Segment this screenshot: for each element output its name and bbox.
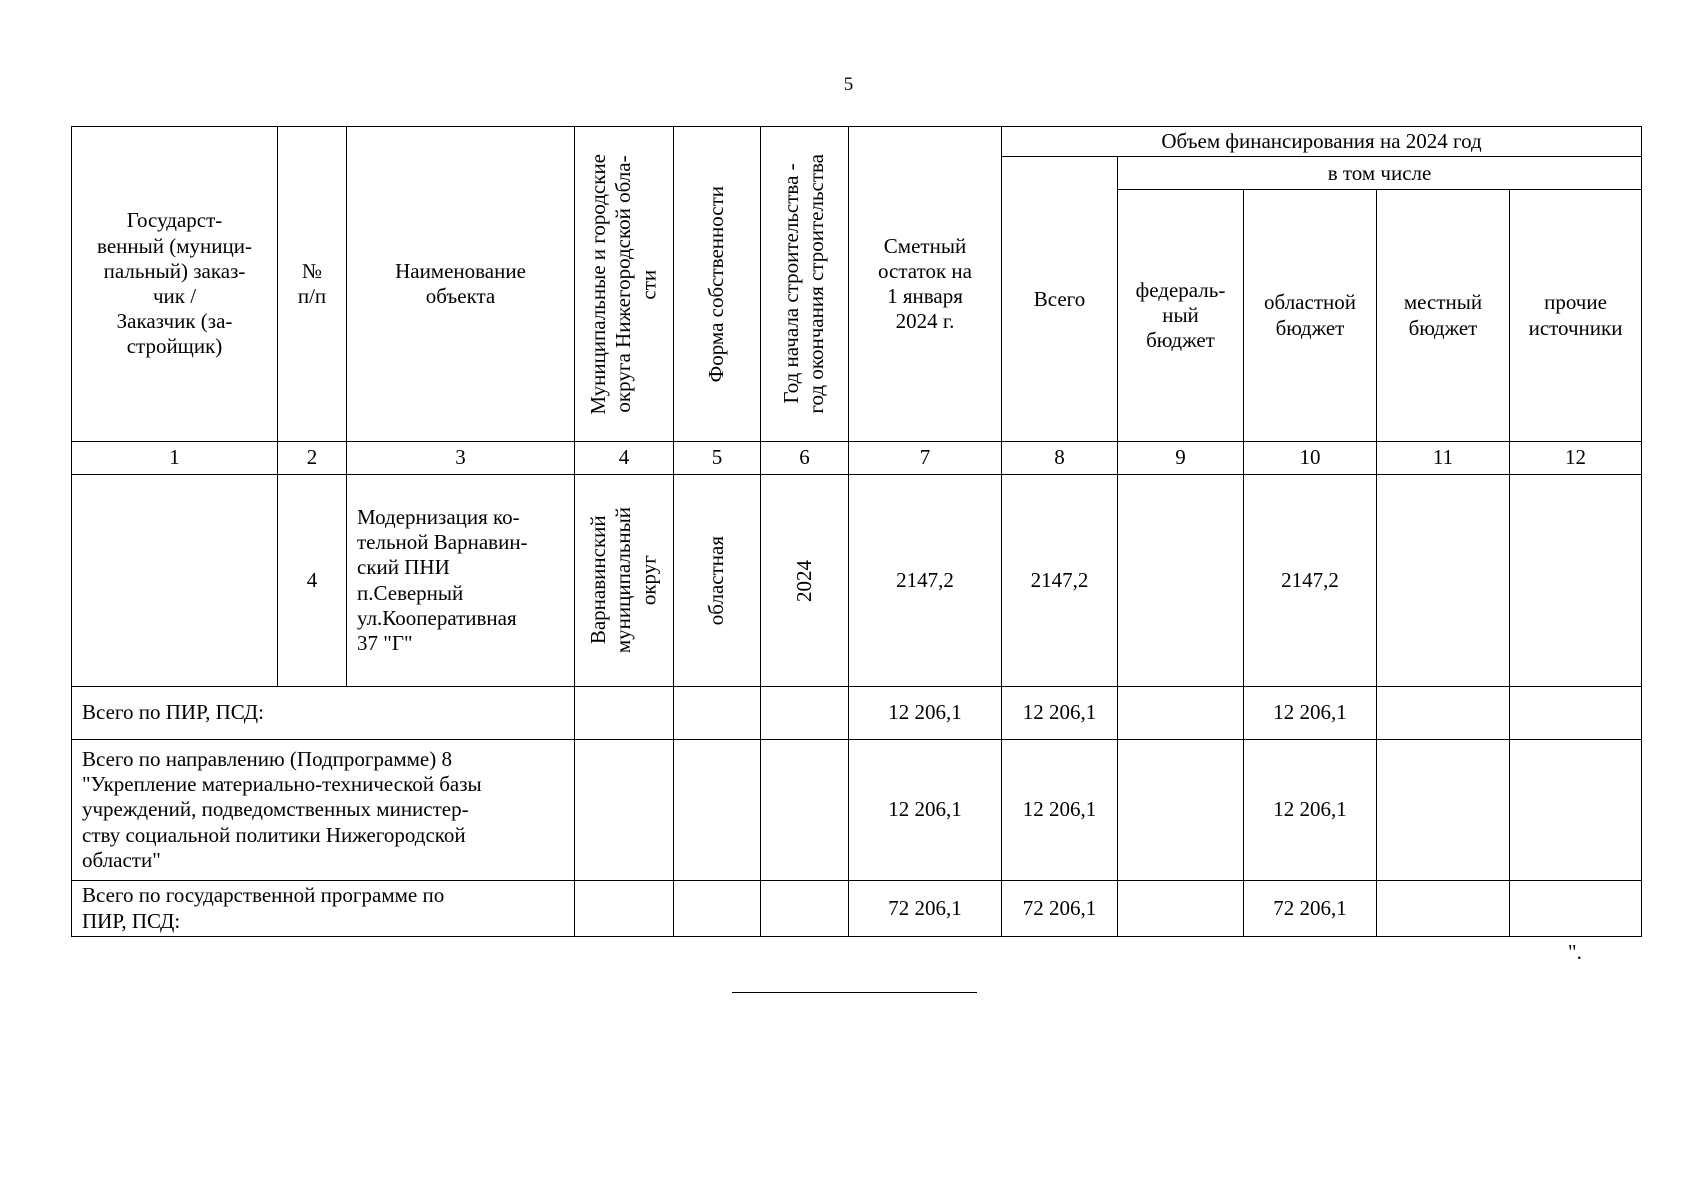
row-other [1510,475,1642,687]
summary-empty-cell [761,881,849,937]
column-number: 7 [849,442,1002,475]
row-estimated-balance: 2147,2 [849,475,1002,687]
summary-label: Всего по ПИР, ПСД: [72,687,575,740]
header-object-name: Наименование объекта [347,127,575,442]
summary-estimated-balance: 12 206,1 [849,740,1002,881]
header-local: местный бюджет [1377,190,1510,442]
summary-empty-cell [1377,687,1510,740]
summary-empty-cell [1377,740,1510,881]
row-ownership-text: областная [704,535,729,626]
funding-table [71,126,1642,937]
summary-empty-cell [575,687,674,740]
summary-empty-cell [575,740,674,881]
row-years [761,475,849,687]
page-number: 5 [843,74,854,95]
column-number: 9 [1118,442,1244,475]
column-number: 4 [575,442,674,475]
header-other: прочие источники [1510,190,1642,442]
summary-empty-cell [1118,740,1244,881]
column-numbers-row [72,442,1642,475]
row-regional: 2147,2 [1244,475,1377,687]
row-years-text: 2024 [791,559,816,602]
column-number: 5 [674,442,761,475]
summary-row-program [72,881,1642,937]
row-customer [72,475,278,687]
column-number: 8 [1002,442,1118,475]
header-federal: федераль- ный бюджет [1118,190,1244,442]
row-object-name: Модернизация ко- тельной Варнавин- ский ПНИ п.Северный ул.Кооперативная 37 "Г" [347,475,575,687]
column-number: 2 [278,442,347,475]
header-row-1 [72,127,1642,157]
summary-empty-cell [1510,687,1642,740]
header-total: Всего [1002,157,1118,442]
summary-empty-cell [674,687,761,740]
footer-divider [732,992,977,993]
header-funding-title: Объем финансирования на 2024 год [1002,127,1642,157]
summary-label: Всего по государственной программе по ПИР, ПСД: [72,881,575,937]
row-municipality [575,475,674,687]
column-number: 6 [761,442,849,475]
row-ownership [674,475,761,687]
summary-label: Всего по направлению (Подпрограмме) 8 "Укрепление материально-технической базы учреждений, подведомственных министер- ству социальной политики Нижегородской области" [72,740,575,881]
column-number: 11 [1377,442,1510,475]
table-row [72,475,1642,687]
summary-regional: 12 206,1 [1244,687,1377,740]
summary-total: 12 206,1 [1002,687,1118,740]
summary-empty-cell [674,740,761,881]
header-years [761,127,849,442]
header-including: в том числе [1118,157,1642,190]
summary-empty-cell [1118,687,1244,740]
summary-row-subprogram [72,740,1642,881]
summary-empty-cell [1118,881,1244,937]
column-number: 12 [1510,442,1642,475]
summary-empty-cell [674,881,761,937]
summary-estimated-balance: 12 206,1 [849,687,1002,740]
row-local [1377,475,1510,687]
column-number: 1 [72,442,278,475]
summary-row-pir [72,687,1642,740]
row-number: 4 [278,475,347,687]
summary-empty-cell [1510,881,1642,937]
summary-empty-cell [761,740,849,881]
row-total: 2147,2 [1002,475,1118,687]
header-ownership [674,127,761,442]
closing-quote: ". [1568,940,1582,964]
row-federal [1118,475,1244,687]
summary-empty-cell [575,881,674,937]
header-customer: Государст- венный (муници- пальный) заказ- чик / Заказчик (за- стройщик) [72,127,278,442]
header-municipality [575,127,674,442]
summary-empty-cell [761,687,849,740]
column-number: 3 [347,442,575,475]
header-years-text: Год начала строительства - год окончания строительства [779,154,829,414]
summary-empty-cell [1377,881,1510,937]
header-ownership-text: Форма собственности [704,185,729,383]
header-number: № п/п [278,127,347,442]
summary-regional: 12 206,1 [1244,740,1377,881]
summary-total: 72 206,1 [1002,881,1118,937]
header-estimated-balance: Сметный остаток на 1 января 2024 г. [849,127,1002,442]
summary-estimated-balance: 72 206,1 [849,881,1002,937]
header-municipality-text: Муниципальные и городские округа Нижегородской обла- сти [586,153,661,415]
header-regional: областной бюджет [1244,190,1377,442]
row-municipality-text: Варнавинский муниципальный округ [586,507,661,654]
summary-total: 12 206,1 [1002,740,1118,881]
column-number: 10 [1244,442,1377,475]
summary-regional: 72 206,1 [1244,881,1377,937]
summary-empty-cell [1510,740,1642,881]
